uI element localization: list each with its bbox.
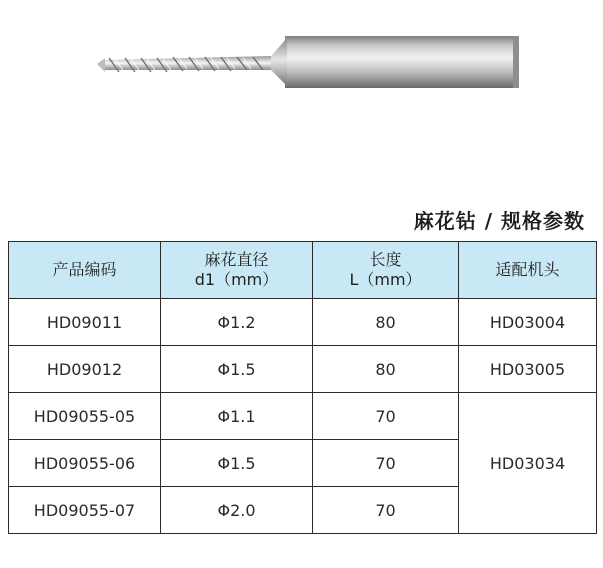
cell-product-code: HD09012 <box>9 346 161 393</box>
cell-adapter: HD03004 <box>459 299 597 346</box>
header-product-code <box>9 242 161 299</box>
table-row <box>9 346 597 393</box>
header-drill-diameter <box>161 242 313 299</box>
table-row <box>9 299 597 346</box>
cell-diameter: Φ1.5 <box>161 346 313 393</box>
drill-shank <box>285 36 517 88</box>
cell-length: 70 <box>313 487 459 534</box>
cell-diameter: Φ1.5 <box>161 440 313 487</box>
cell-length: 80 <box>313 346 459 393</box>
cell-product-code: HD09055-07 <box>9 487 161 534</box>
header-unit: d1（mm） <box>194 270 279 289</box>
cell-product-code: HD09055-05 <box>9 393 161 440</box>
header-label: 麻花直径 <box>204 250 269 269</box>
cell-diameter: Φ1.1 <box>161 393 313 440</box>
header-label: 适配机头 <box>495 260 560 279</box>
table-row <box>9 393 597 440</box>
header-label: 长度 <box>369 250 402 269</box>
cell-product-code: HD09055-06 <box>9 440 161 487</box>
table-header-row <box>9 242 597 299</box>
header-adapter-head <box>459 242 597 299</box>
cell-adapter: HD03005 <box>459 346 597 393</box>
spec-title: 麻花钻 / 规格参数 <box>413 209 585 233</box>
header-unit: L（mm） <box>349 270 422 289</box>
twist-drill-bit-image <box>95 30 525 100</box>
spec-table <box>8 241 597 534</box>
cell-adapter-merged: HD03034 <box>459 393 597 534</box>
cell-diameter: Φ2.0 <box>161 487 313 534</box>
cell-length: 80 <box>313 299 459 346</box>
cell-product-code: HD09011 <box>9 299 161 346</box>
drill-neck <box>271 38 287 86</box>
header-label: 产品编码 <box>52 260 117 279</box>
cell-length: 70 <box>313 393 459 440</box>
header-length <box>313 242 459 299</box>
cell-length: 70 <box>313 440 459 487</box>
cell-diameter: Φ1.2 <box>161 299 313 346</box>
